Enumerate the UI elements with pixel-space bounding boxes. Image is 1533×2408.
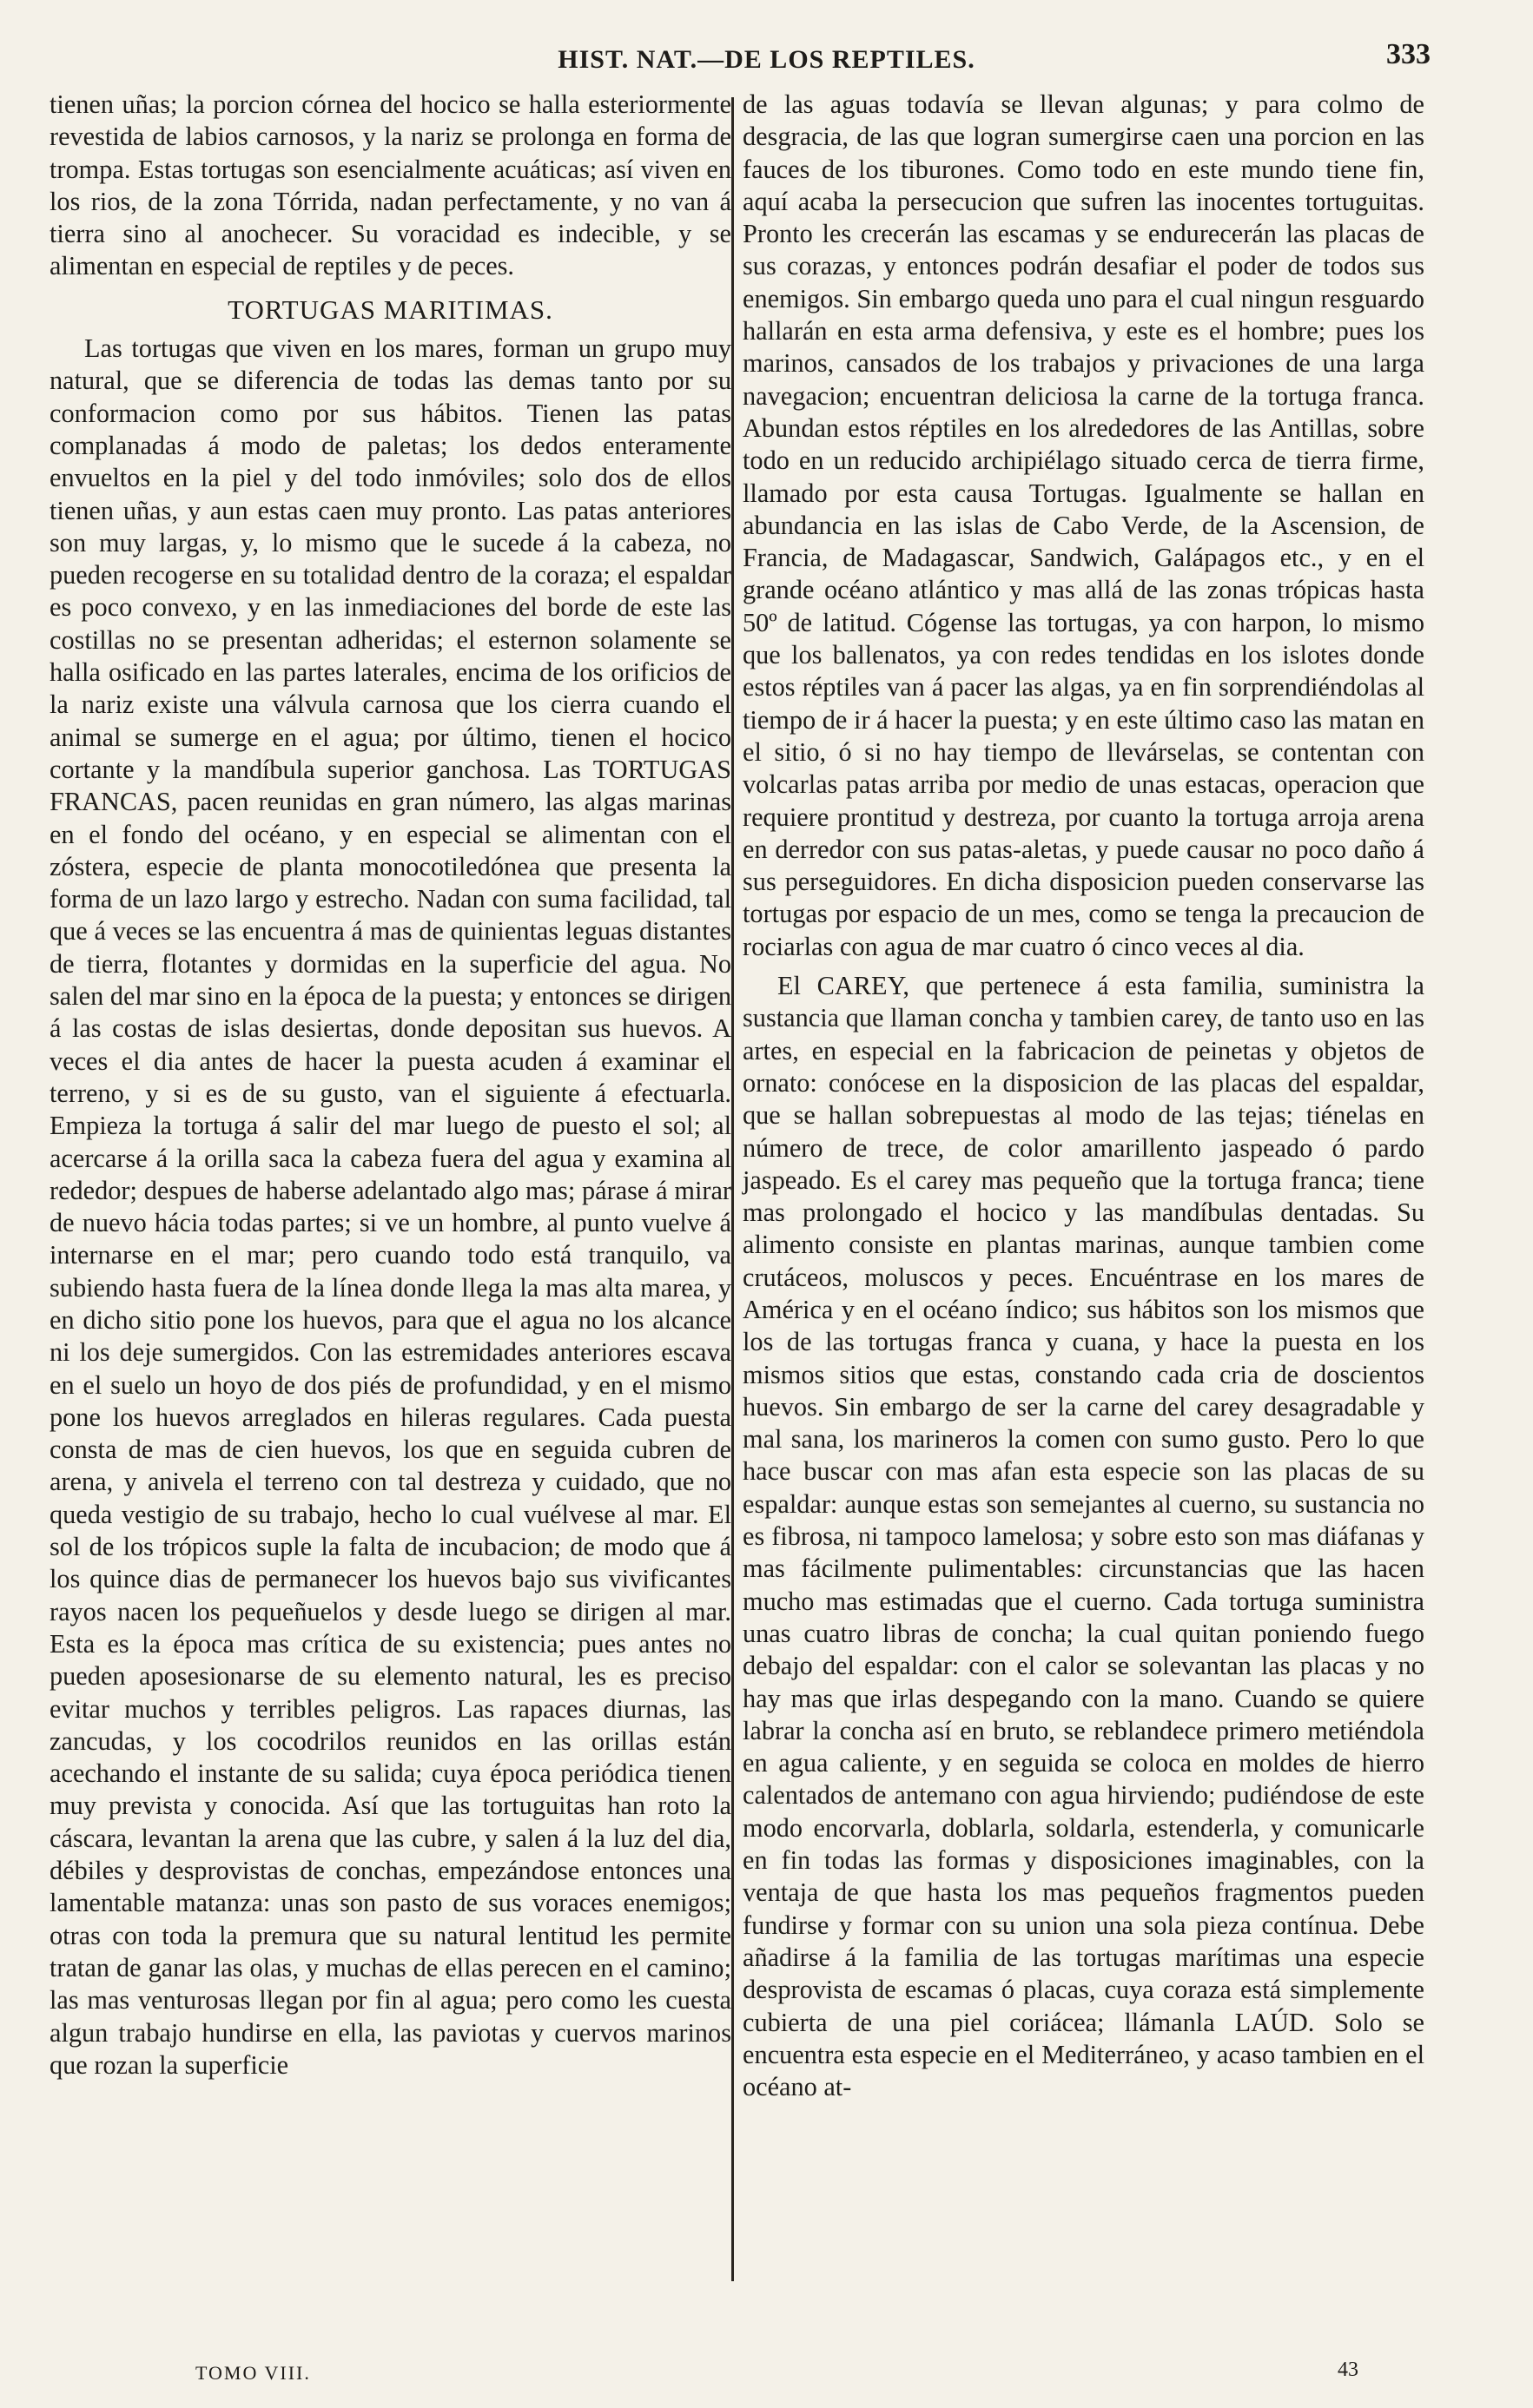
running-title: HIST. NAT.—DE LOS REPTILES.: [558, 45, 975, 74]
left-paragraph-1: tienen uñas; la porcion córnea del hocico se halla esteriormente revestida de labios carnosos, y la nariz se prolonga en forma de trompa. Estas tortugas son esencialmente acuáticas; así viven en los rios, de la zona Tórrida, nadan perfectamente, y no van á tierra sino al anochecer. Su voracidad es indecible, y se alimentan en especial de reptiles y de peces.: [50, 89, 731, 281]
column-divider: [731, 97, 734, 2281]
section-heading: TORTUGAS MARITIMAS.: [228, 294, 553, 325]
left-paragraph-2: Las tortugas que viven en los mares, forman un grupo muy natural, que se diferencia de todas las demas tanto por su conformacion como por sus hábitos. Tienen las patas complanadas á modo de paletas; los dedos enteramente envueltos en la piel y del todo inmóviles; solo dos de ellos tienen uñas, y aun estas caen muy pronto. Las patas anteriores son muy largas, y, lo mismo que le sucede á la cabeza, no pueden recogerse en su totalidad dentro de la coraza; el espaldar es poco convexo, y en las inmediaciones del borde de este las costillas no se presentan adheridas; el esternon solamente se halla osificado en las partes laterales, encima de los orificios de la nariz existe una válvula carnosa que los cierra cuando el animal se sumerge en el agua; por último, tienen el hocico cortante y la mandíbula superior ganchosa. Las TORTUGAS FRANCAS, pacen reunidas en gran número, las algas marinas en el fondo del océano, y en especial se alimentan con el zóstera, especie de planta monocotiledónea que presenta la forma de un lazo largo y estrecho. Nadan con suma facilidad, tal que á veces se las encuentra á mas de quinientas leguas distantes de tierra, flotantes y dormidas en la superficie del agua. No salen del mar sino en la época de la puesta; y entonces se dirigen á las costas de islas desiertas, donde depositan sus huevos. A veces el dia antes de hacer la puesta acuden á examinar el terreno, y si es de su gusto, van el siguiente á efectuarla. Empieza la tortuga á salir del mar luego de puesto el sol; al acercarse á la orilla saca la cabeza fuera del agua y examina al rededor; despues de haberse adelantado algo mas; párase á mirar de nuevo hácia todas partes; si ve un hombre, al punto vuelve á internarse en el mar; pero cuando todo está tranquilo, va subiendo hasta fuera de la línea donde llega la mas alta marea, y en dicho sitio pone los huevos, para que el agua no los alcance ni los deje sumergidos. Con las estremidades anteriores escava en el suelo un hoyo de dos piés de profundidad, y en el mismo pone los huevos arreglados en hileras regulares. Cada puesta consta de mas de cien huevos, los que en seguida cubren de arena, y anivela el terreno con tal destreza y cuidado, que no queda vestigio de su trabajo, hecho lo cual vuélvese al mar. El sol de los trópicos suple la falta de incubacion; de modo que á los quince dias de permanecer los huevos bajo sus vivificantes rayos nacen los pequeñuelos y desde luego se dirigen al mar. Esta es la época mas crítica de su existencia; pues antes no pueden aposesionarse de su elemento natural, les es preciso evitar muchos y terribles peligros. Las rapaces diurnas, las zancudas, y los cocodrilos reunidos en las orillas están acechando el instante de su salida; cuya época periódica tienen muy prevista y conocida. Así que las tortuguitas han roto la cáscara, levantan la arena que las cubre, y salen á la luz del dia, débiles y desprovistas de conchas, empezándose entonces una lamentable matanza: unas son pasto de sus voraces enemigos; otras con toda la premura que su natural lentitud les permite tratan de ganar las olas, y muchas de ellas perecen en el camino; las mas venturosas llegan por fin al agua; pero como les cuesta algun trabajo hundirse en ella, las paviotas y cuervos marinos que rozan la superficie: [50, 333, 731, 2080]
left-column: [50, 89, 731, 2081]
volume-footer: TOMO VIII.: [195, 2362, 311, 2384]
signature-mark: 43: [1338, 2359, 1358, 2381]
page-number: 333: [1386, 38, 1431, 70]
right-paragraph-2: El CAREY, que pertenece á esta familia, suministra la sustancia que llaman concha y tambien carey, de tanto uso en las artes, en especial en la fabricacion de peinetas y objetos de ornato: conócese en la disposicion de las placas del espaldar, que se hallan sobrepuestas al modo de las tejas; tiénelas en número de trece, de color amarillento jaspeado ó pardo jaspeado. Es el carey mas pequeño que la tortuga franca; tiene mas prolongado el hocico y las mandíbulas dentadas. Su alimento consiste en plantas marinas, aunque tambien come crutáceos, moluscos y peces. Encuéntrase en los mares de América y en el océano índico; sus hábitos son los mismos que los de las tortugas franca y cuana, y hace la puesta en los mismos sitios que estas, constando cada cria de doscientos huevos. Sin embargo de ser la carne del carey desagradable y mal sana, los marineros la comen con sumo gusto. Pero lo que hace buscar con mas afan esta especie son las placas de su espaldar: aunque estas son semejantes al cuerno, su sustancia no es fibrosa, ni tampoco lamelosa; y sobre esto son mas diáfanas y mas fácilmente pulimentables: circunstancias que las hacen mucho mas estimadas que el cuerno. Cada tortuga suministra unas cuatro libras de concha; la cual quitan poniendo fuego debajo del espaldar: con el calor se solevantan las placas y no hay mas que irlas despegando con la mano. Cuando se quiere labrar la concha así en bruto, se reblandece primero metiéndola en agua caliente, y en seguida se coloca en moldes de hierro calentados de antemano con agua hirviendo; pudiéndose de este modo encorvarla, doblarla, soldarla, estenderla, y comunicarle en fin todas las formas y disposiciones imaginables, con la ventaja de que hasta los mas pequeños fragmentos pueden fundirse y formar con su union una sola pieza contínua. Debe añadirse á la familia de las tortugas marítimas una especie desprovista de escamas ó placas, cuya coraza está simplemente cubierta de una piel coriácea; llámanla LAÚD. Solo se encuentra esta especie en el Mediterráneo, y acaso tambien en el océano at-: [743, 971, 1424, 2102]
right-column: [743, 89, 1424, 2103]
right-paragraph-1: de las aguas todavía se llevan algunas; y para colmo de desgracia, de las que logran sumergirse caen una porcion en las fauces de los tiburones. Como todo en este mundo tiene fin, aquí acaba la persecucion que sufren las inocentes tortuguitas. Pronto les crecerán las escamas y se endurecerán las placas de sus corazas, y entonces podrán desafiar el poder de todos sus enemigos. Sin embargo queda uno para el cual ningun resguardo hallarán en esta arma defensiva, y este es el hombre; pues los marinos, cansados de los trabajos y privaciones de una larga navegacion; encuentran deliciosa la carne de la tortuga franca. Abundan estos réptiles en los alrededores de las Antillas, sobre todo en un reducido archipiélago situado cerca de tierra firme, llamado por esta causa Tortugas. Igualmente se hallan en abundancia en las islas de Cabo Verde, de la Ascension, de Francia, de Madagascar, Sandwich, Galápagos etc., y en el grande océano atlántico y mas allá de las zonas trópicas hasta 50º de latitud. Cógense las tortugas, ya con harpon, lo mismo que los ballenatos, ya con redes tendidas en los islotes donde estos réptiles van á pacer las algas, ya en fin sorprendiéndolas al tiempo de ir á hacer la puesta; y en este último caso las matan en el sitio, ó si no hay tiempo de llevárselas, se contentan con volcarlas patas arriba por medio de unas estacas, operacion que requiere prontitud y destreza, por cuanto la tortuga arroja arena en derredor con sus patas-aletas, y puede causar no poco daño á sus perseguidores. En dicha disposicion pueden conservarse las tortugas por espacio de un mes, como se tenga la precaucion de rociarlas con agua de mar cuatro ó cinco veces al dia.: [743, 89, 1424, 961]
